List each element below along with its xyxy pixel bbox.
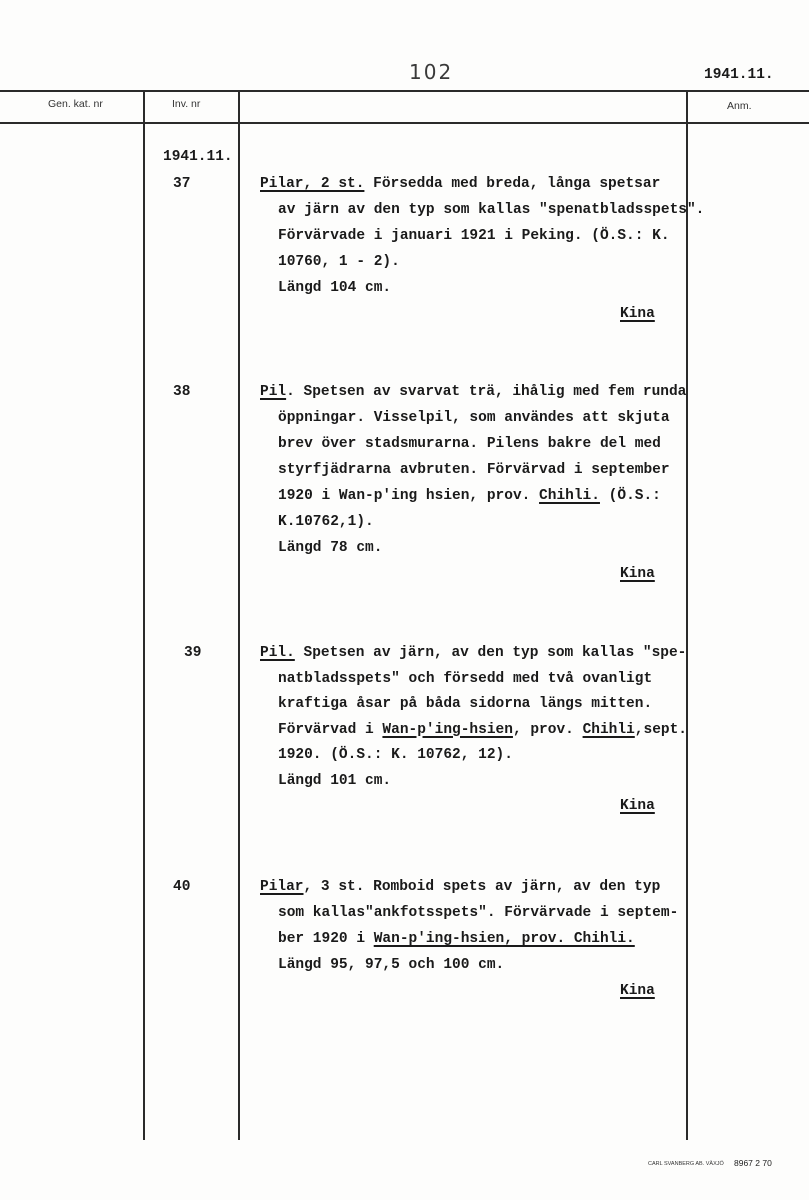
catalog-entry [173, 379, 708, 587]
text-segment: brev över stadsmurarna. Pilens bakre del med [278, 436, 661, 452]
text-segment: kraftiga åsar på båda sidorna längs mitten. [278, 696, 653, 712]
inv-number: 39 [184, 645, 202, 661]
underlined-term: Pil [260, 384, 287, 400]
entry-text-line [278, 769, 708, 795]
text-segment: K.10762,1). [278, 514, 374, 530]
catalog-entry [184, 641, 708, 820]
text-segment: Längd 78 cm. [278, 540, 383, 556]
underlined-term: Wan-p'ing-hsien [382, 721, 513, 738]
entry-text-line [278, 197, 708, 223]
entry-text-line [260, 379, 708, 405]
inv-number: 38 [173, 384, 191, 400]
text-segment: (Ö.S.: [599, 488, 661, 504]
column-divider-inv-text [238, 90, 240, 1140]
text-segment: Längd 101 cm. [278, 772, 392, 789]
text-segment: Längd 95, 97,5 och 100 cm. [278, 957, 505, 973]
origin-label [278, 794, 708, 820]
text-segment: som kallas"ankfotsspets". Förvärvade i septem- [278, 905, 679, 921]
entry-text-line [278, 509, 708, 535]
entry-text-line [278, 249, 708, 275]
entry-text-line [278, 223, 708, 249]
text-segment: öppningar. Visselpil, som användes att skjuta [278, 410, 670, 426]
text-segment: av järn av den typ som kallas "spenatbladsspets". [278, 202, 705, 218]
entry-text-line [278, 431, 708, 457]
text-segment: Förvärvad i [278, 721, 383, 738]
entry-text-line [260, 874, 708, 900]
text-segment: , 3 st. Romboid spets av järn, av den typ [303, 879, 661, 895]
text-segment: . Spetsen av svarvat trä, ihålig med fem runda [286, 384, 687, 400]
footer-form-code: 8967 2 70 [734, 1158, 772, 1168]
text-segment: Försedda med breda, långa spetsar [364, 176, 661, 192]
text-segment: Längd 104 cm. [278, 280, 392, 296]
origin-country: Kina [620, 306, 655, 322]
inv-number: 37 [173, 176, 191, 192]
origin-country: Kina [620, 983, 655, 999]
column-divider-gen-inv [143, 90, 145, 1140]
underlined-term: Chihli. [539, 488, 600, 504]
text-segment: 1920. (Ö.S.: K. 10762, 12). [278, 747, 513, 763]
origin-country: Kina [620, 566, 655, 582]
header-bottom-rule [0, 122, 809, 124]
origin-label [278, 301, 708, 327]
footer-printer: CARL SVANBERG AB. VÄXJÖ [648, 1161, 724, 1167]
text-segment: styrfjädrarna avbruten. Förvärvad i september [278, 462, 670, 478]
text-segment: ,sept. [634, 721, 688, 738]
text-segment: Spetsen av järn, av den typ som kallas "spe- [294, 645, 687, 661]
underlined-term: Wan-p'ing-hsien, prov. Chihli. [373, 931, 635, 947]
origin-label [278, 978, 708, 1004]
entry-text-line [278, 275, 708, 301]
origin-country: Kina [620, 798, 655, 814]
entry-text-line [278, 718, 708, 744]
catalog-entry [173, 874, 708, 1004]
underlined-term: Pilar, 2 st. [260, 176, 365, 192]
entry-text-line [278, 405, 708, 431]
header-top-rule [0, 90, 809, 92]
entry-text-line [278, 457, 708, 483]
entry-text-line [278, 535, 708, 561]
entry-text-line [278, 692, 708, 718]
entry-text-line [260, 641, 708, 667]
underlined-term: Pilar [260, 879, 304, 895]
entry-text-line [278, 900, 708, 926]
origin-label [278, 561, 708, 587]
text-segment: 1920 i Wan-p'ing hsien, prov. [278, 488, 540, 504]
text-segment: , prov. [512, 721, 583, 738]
text-segment: 10760, 1 - 2). [278, 254, 400, 270]
column-header-inv-nr: Inv. nr [172, 98, 201, 110]
entry-text-line [260, 171, 708, 197]
catalog-entry [173, 171, 708, 327]
entry-text-line [278, 667, 708, 693]
inv-number: 40 [173, 879, 191, 895]
entry-text-line [278, 483, 708, 509]
text-segment: ber 1920 i [278, 931, 374, 947]
column-header-anm: Anm. [727, 100, 752, 112]
entry-text-line [278, 952, 708, 978]
page-number: 102 [409, 60, 454, 84]
text-segment: Förvärvade i januari 1921 i Peking. (Ö.S.: K. [278, 228, 670, 244]
entry-text-line [278, 743, 708, 769]
underlined-term: Pil. [260, 645, 295, 661]
text-segment: natbladsspets" och försedd med två ovanligt [278, 670, 653, 687]
entry-text-line [278, 926, 708, 952]
column-header-gen-kat-nr: Gen. kat. nr [48, 98, 103, 110]
underlined-term: Chihli [582, 721, 635, 738]
inv-heading: 1941.11. [163, 149, 233, 165]
accession-heading: 1941.11. [704, 67, 774, 83]
